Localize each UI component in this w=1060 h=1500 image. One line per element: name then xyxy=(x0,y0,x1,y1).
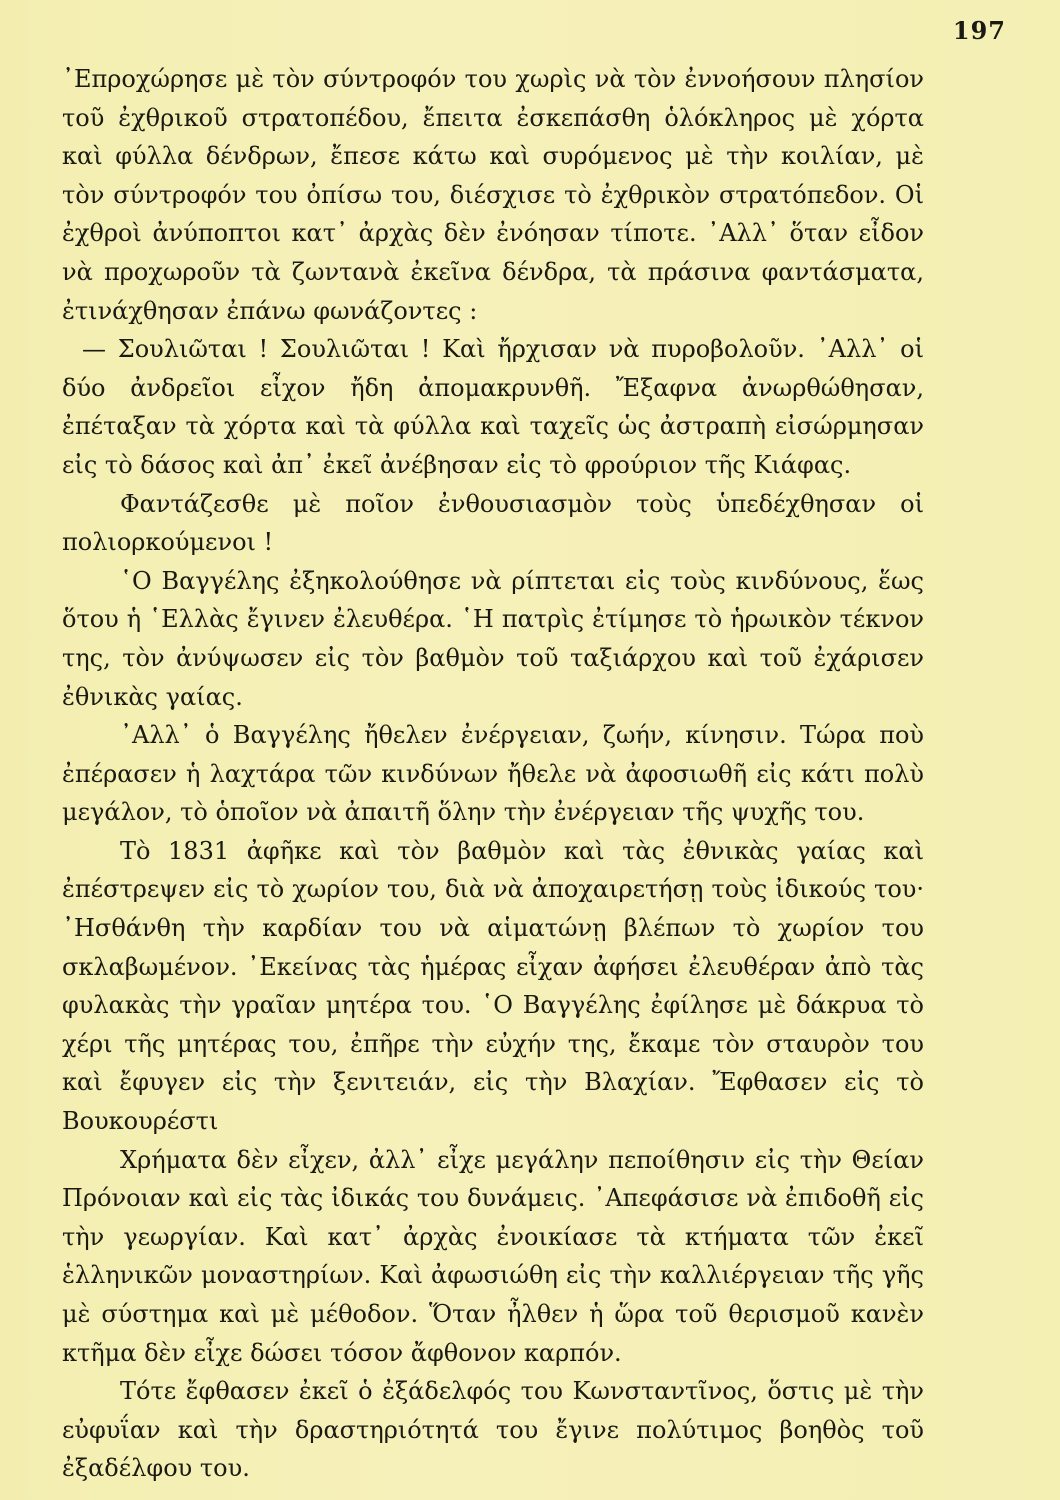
body-text xyxy=(62,60,924,1488)
paragraph: ῾Ο Βαγγέλης ἐξηκολούθησε νὰ ρίπτεται εἰς τοὺς κινδύνους, ἕως ὅτου ἡ ῾Ελλὰς ἔγινεν ἐλευθέρα. ῾Η πατρὶς ἐτίμησε τὸ ἡρωικὸν τέκνον της, τὸν ἀνύψωσεν εἰς τὸν βαθμὸν τοῦ ταξιάρχου καὶ τοῦ ἐχάρισεν ἐθνικὰς γαίας. xyxy=(62,566,924,711)
page-number: 197 xyxy=(952,16,1006,45)
paragraph: Χρήματα δὲν εἶχεν, ἀλλ᾿ εἶχε μεγάλην πεποίθησιν εἰς τὴν Θείαν Πρόνοιαν καὶ εἰς τὰς ἰδικάς του δυνάμεις. ᾿Απεφάσισε νὰ ἐπιδοθῆ εἰς τὴν γεωργίαν. Καὶ κατ᾿ ἀρχὰς ἐνοικίασε τὰ κτήματα τῶν ἐκεῖ ἑλληνικῶν μοναστηρίων. Καὶ ἀφωσιώθη εἰς τὴν καλλιέργειαν τῆς γῆς μὲ σύστημα καὶ μὲ μέθοδον. Ὅταν ἦλθεν ἡ ὥρα τοῦ θερισμοῦ κανὲν κτῆμα δὲν εἶχε δώσει τόσον ἄφθονον καρπόν. xyxy=(62,1145,924,1367)
paragraph: — Σουλιῶται ! Σουλιῶται ! Καὶ ἤρχισαν νὰ πυροβολοῦν. ᾿Αλλ᾿ οἱ δύο ἀνδρεῖοι εἶχον ἤδη ἀπομακρυνθῆ. Ἔξαφνα ἀνωρθώθησαν, ἐπέταξαν τὰ χόρτα καὶ τὰ φύλλα καὶ ταχεῖς ὡς ἀστραπὴ εἰσώρμησαν εἰς τὸ δάσος καὶ ἀπ᾿ ἐκεῖ ἀνέβησαν εἰς τὸ φρούριον τῆς Κιάφας. xyxy=(62,335,924,479)
paragraph: Τότε ἔφθασεν ἐκεῖ ὁ ἐξάδελφός του Κωνσταντῖνος, ὅστις μὲ τὴν εὐφυΐαν καὶ τὴν δραστηριότητά του ἔγινε πολύτιμος βοηθὸς τοῦ ἐξαδέλφου του. xyxy=(62,1377,924,1483)
paragraph: ᾿Αλλ᾿ ὁ Βαγγέλης ἤθελεν ἐνέργειαν, ζωήν, κίνησιν. Τώρα ποὺ ἐπέρασεν ἡ λαχτάρα τῶν κινδύνων ἤθελε νὰ ἀφοσιωθῆ εἰς κάτι πολὺ μεγάλον, τὸ ὁποῖον νὰ ἀπαιτῆ ὅλην τὴν ἐνέργειαν τῆς ψυχῆς του. xyxy=(62,721,924,827)
paragraph: Φαντάζεσθε μὲ ποῖον ἐνθουσιασμὸν τοὺς ὑπεδέχθησαν οἱ πολιορκούμενοι ! xyxy=(62,489,924,557)
paragraph: Τὸ 1831 ἀφῆκε καὶ τὸν βαθμὸν καὶ τὰς ἐθνικὰς γαίας καὶ ἐπέστρεψεν εἰς τὸ χωρίον του, διὰ νὰ ἀποχαιρετήσῃ τοὺς ἰδικούς του· ᾿Ησθάνθη τὴν καρδίαν του νὰ αἱματώνῃ βλέπων τὸ χωρίον του σκλαβωμένον. ᾿Εκείνας τὰς ἡμέρας εἶχαν ἀφήσει ἐλευθέραν ἀπὸ τὰς φυλακὰς τὴν γραῖαν μητέρα του. ῾Ο Βαγγέλης ἐφίλησε μὲ δάκρυα τὸ χέρι τῆς μητέρας του, ἐπῆρε τὴν εὐχήν της, ἔκαμε τὸν σταυρὸν του καὶ ἔφυγεν εἰς τὴν ξενιτειάν, εἰς τὴν Βλαχίαν. Ἔφθασεν εἰς τὸ Βουκουρέστι xyxy=(62,836,924,1136)
paragraph: ᾿Επροχώρησε μὲ τὸν σύντροφόν του χωρὶς νὰ τὸν ἐννοήσουν πλησίον τοῦ ἐχθρικοῦ στρατοπέδου, ἔπειτα ἐσκεπάσθη ὁλόκληρος μὲ χόρτα καὶ φύλλα δένδρων, ἔπεσε κάτω καὶ συρόμενος μὲ τὴν κοιλίαν, μὲ τὸν σύντροφόν του ὀπίσω του, διέσχισε τὸ ἐχθρικὸν στρατόπεδον. Οἱ ἐχθροὶ ἀνύποπτοι κατ᾿ ἀρχὰς δὲν ἐνόησαν τίποτε. ᾿Αλλ᾿ ὅταν εἶδον νὰ προχωροῦν τὰ ζωντανὰ ἐκεῖνα δένδρα, τὰ πράσινα φαντάσματα, ἐτινάχθησαν ἐπάνω φωνάζοντες : xyxy=(62,65,924,325)
